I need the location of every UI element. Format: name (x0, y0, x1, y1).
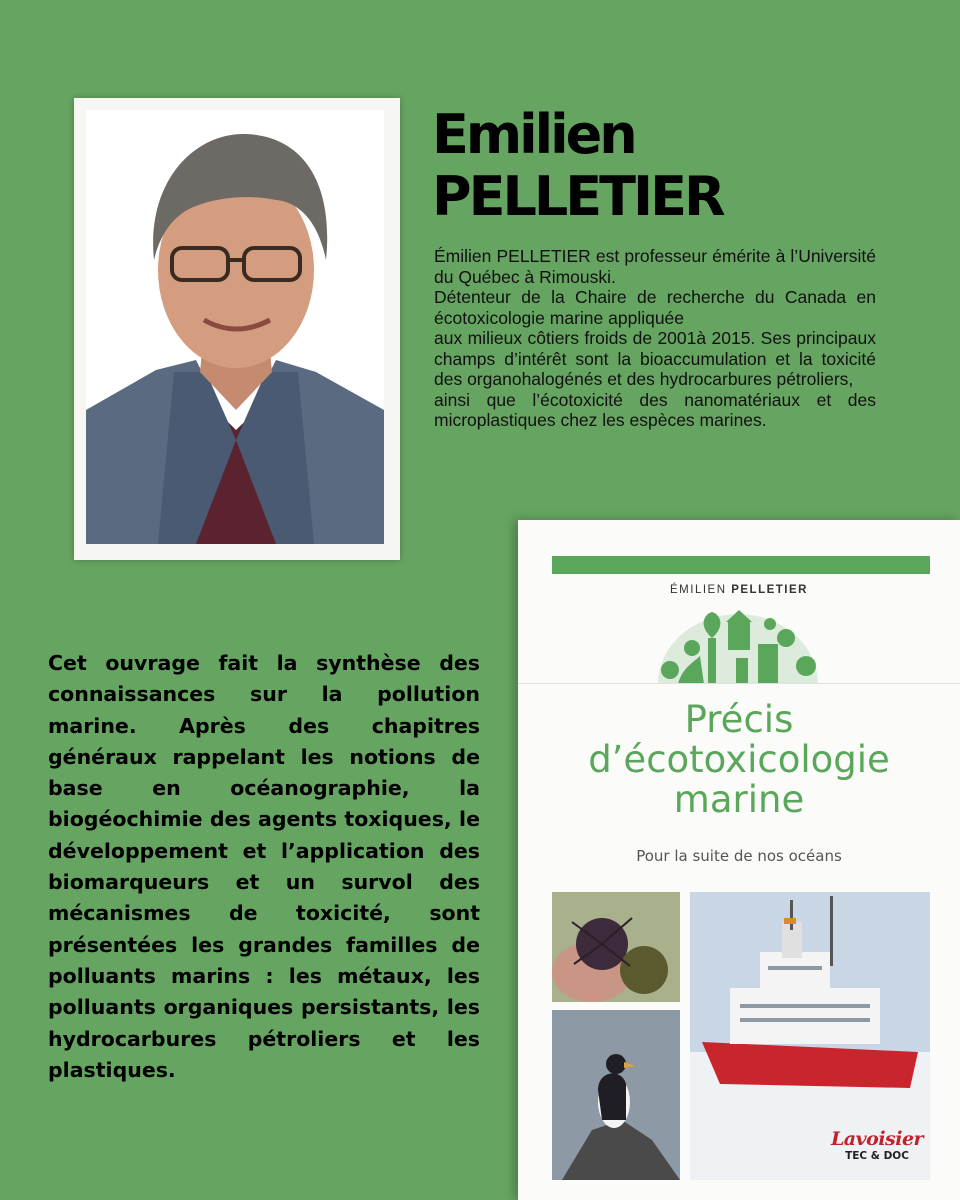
bio-line: Émilien PELLETIER est professeur émérite à l’Université du Québec à Rimouski. (434, 246, 876, 287)
cover-author-first: ÉMILIEN (670, 584, 727, 596)
ecology-illustration-icon (648, 608, 828, 684)
cover-author-last: PELLETIER (731, 584, 808, 596)
bio-line: aux milieux côtiers froids de 2001à 2015. Ses principaux champs d’intérêt sont la bioaccumulation et la toxicité des organohalogénés et des hydrocarbures pétroliers, (434, 328, 876, 389)
author-last-name: PELLETIER (432, 165, 723, 228)
cover-author (518, 584, 960, 596)
bio-line: ainsi que l’écotoxicité des nanomatériaux et des microplastiques chez les espèces marines. (434, 389, 876, 430)
book-title-line: marine (673, 778, 805, 821)
bio-line: Détenteur de la Chaire de recherche du Canada en écotoxicologie marine appliquée (434, 287, 876, 328)
author-photo (86, 110, 384, 544)
book-subtitle: Pour la suite de nos océans (636, 847, 842, 865)
cover-band (552, 556, 930, 574)
seabird-photo (552, 1010, 680, 1180)
author-name (432, 104, 932, 228)
author-photo-frame (74, 98, 400, 560)
publisher-imprint: TEC & DOC (845, 1150, 909, 1162)
book-synopsis: Cet ouvrage fait la synthèse des connaissances sur la pollution marine. Après des chapitres généraux rappelant les notions de base en océanographie, la biogéochimie des agents toxiques, le développement et l’application des biomarqueurs et un survol des mécanismes de toxicité, sont présentées les grandes familles de polluants marins : les métaux, les polluants organiques persistants, les hydrocarbures pétroliers et les plastiques. (48, 651, 480, 1082)
book-cover (518, 520, 960, 1200)
book-title (518, 700, 960, 820)
book-title-line: Précis (684, 698, 794, 741)
sea-urchin-photo (552, 892, 680, 1002)
cover-divider (518, 683, 960, 684)
author-bio (434, 246, 876, 431)
publisher-name: Lavoisier (830, 1128, 924, 1150)
author-first-name: Emilien (432, 103, 635, 166)
book-title-line: d’écotoxicologie (588, 738, 890, 781)
publisher-logo (824, 1128, 930, 1180)
